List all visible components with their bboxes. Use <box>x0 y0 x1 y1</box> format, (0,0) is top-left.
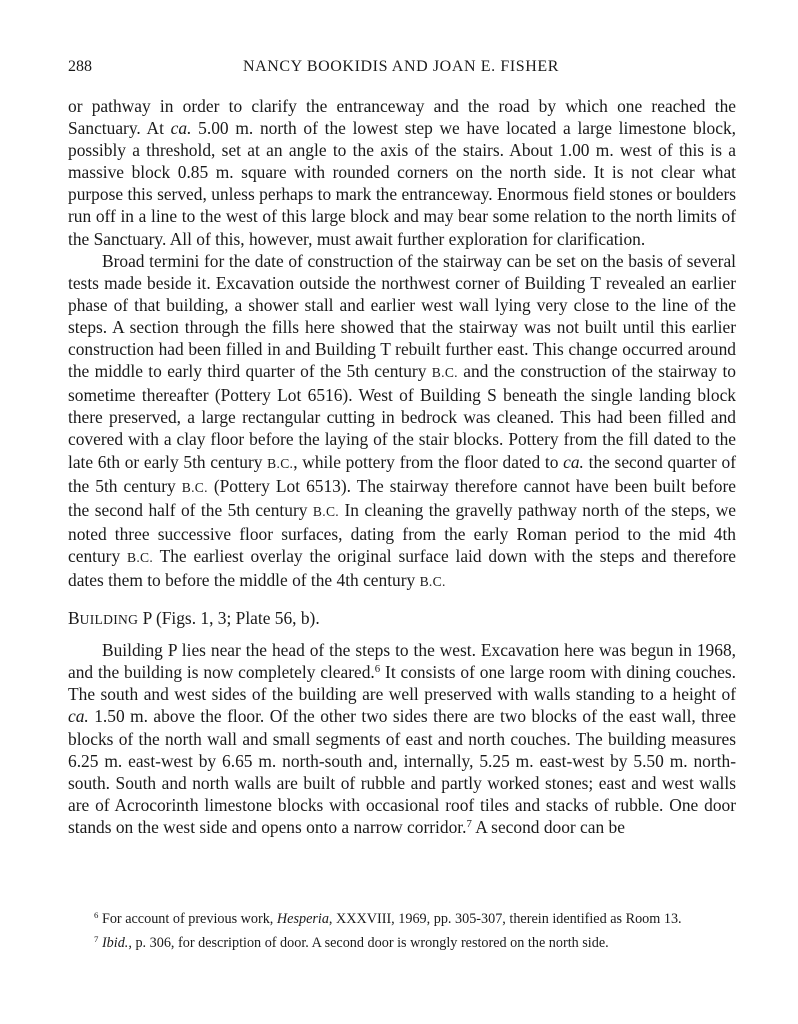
footnotes <box>68 911 736 952</box>
paragraph-entranceway: or pathway in order to clarify the entranceway and the road by which one reached the Sanctuary. At ca. 5.00 m. north of the lowest step we have located a large limestone block, possibly a threshold, set at an angle to the axis of the stairs. About 1.00 m. west of this is a massive block 0.85 m. square with rounded corners on the north side. It is not clear what purpose this served, unless perhaps to mark the entranceway. Enormous field stones or boulders run off in a line to the west of this large block and may bear some relation to the north limits of the Sanctuary. All of this, however, must await further exploration for clarification. <box>68 96 736 249</box>
footnote-7: $^7$ Ibid., p. 306, for description of door. A second door is wrongly restored on the north side. <box>94 933 609 951</box>
page-number: 288 <box>68 58 92 75</box>
footnote-ref-7: 7 <box>466 817 472 830</box>
running-title: NANCY BOOKIDIS AND JOAN E. FISHER <box>242 58 560 75</box>
section-heading-building-p: BUILDING P (Figs. 1, 3; Plate 56, b). <box>68 608 320 629</box>
body-text <box>68 95 736 838</box>
page-header <box>68 58 734 80</box>
footnote-6: $^6$ For account of previous work, Hesperia, XXXVIII, 1969, pp. 305-307, therein identified as Room 13. <box>94 910 682 927</box>
paragraph-stairway-date: Broad termini for the date of construction of the stairway can be set on the basis of several tests made beside it. Excavation outside the northwest corner of Building T revealed an earlier phase of that building, a shower stall and earlier west wall lying very close to the line of the steps. A section through the fills here showed that the stairway was not built until this earlier construction had been filled in and Building T rebuilt further east. This change occurred around the middle to early third quarter of the 5th century B.C. and the construction of the stairway to sometime thereafter (Pottery Lot 6516). West of Building S beneath the single landing block there preserved, a large rectangular cutting in bedrock was cleaned. This had been filled and covered with a clay floor before the laying of the stair blocks. Pottery from the fill dated to the late 6th or early 5th century B.C., while pottery from the floor dated to ca. the second quarter of the 5th century B.C. (Pottery Lot 6513). The stairway therefore cannot have been built before the second half of the 5th century B.C. In cleaning the gravelly pathway north of the steps, we noted three successive floor surfaces, dating from the early Roman period to the mid 4th century B.C. The earliest overlay the original surface laid down with the steps and therefore dates them to before the middle of the 4th century B.C. <box>68 250 737 590</box>
footnote-ref-6: 6 <box>374 663 381 676</box>
paragraph-building-p: Building P lies near the head of the steps to the west. Excavation here was begun in 1968, and the building is now completely cleared.$^6$ It consists of one large room with dining couches. The south and west sides of the building are well preserved with walls standing to a height of ca. 1.50 m. above the floor. Of the other two sides there are two blocks of the east wall, three blocks of the north wall and small segments of east and north couches. The building measures 6.25 m. east-west by 6.65 m. north-south and, internally, 5.25 m. east-west by 5.50 m. north-south. South and north walls are built of rubble and partly worked stones; east and west walls are of Acrocorinth limestone blocks with occasional roof tiles and stacks of rubble. One door stands on the west side and opens onto a narrow corridor.$^7$ A second door can be <box>68 640 736 837</box>
